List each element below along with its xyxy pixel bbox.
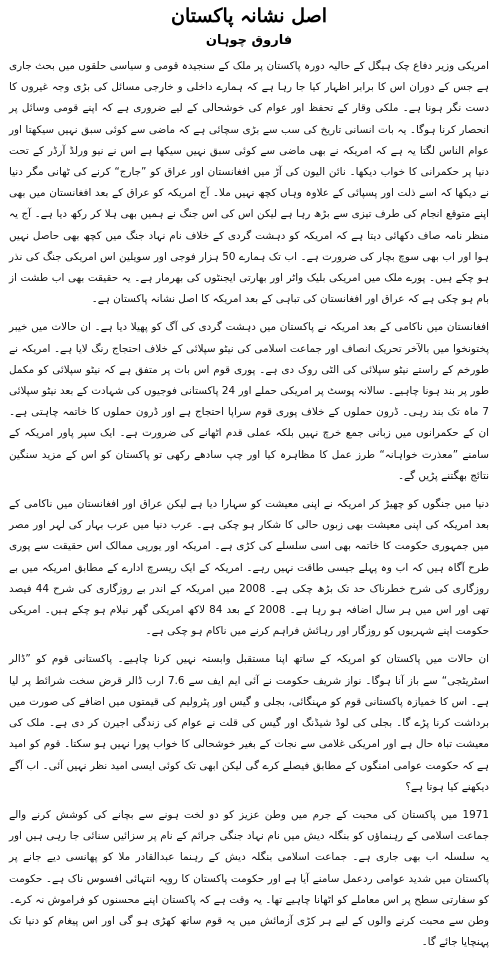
article-paragraph-5: 1971 میں پاکستان کی محبت کے جرم میں وطن عزیز کو دو لخت ہونے سے بچانے کی کوشش کرنے والے جماعت اسلامی کے رہنماؤں کو بنگلہ دیش میں نام نہاد جنگی جرائم کے نام پر سزائیں سنائی جا رہی ہیں اور یہ سلسلہ اب بھی جاری ہے۔ جماعت اسلامی بنگلہ دیش کے رہنما عبدالقادر ملا کو پھانسی دیے جانے پر پاکستان میں شدید عوامی ردعمل سامنے آیا ہے اور حکومت پاکستان کا رویہ انتہائی افسوس ناک ہے۔ حکومت کو سفارتی سطح پر اس معاملے کو اٹھانا چاہیے تھا۔ یہ وقت ہے کہ پاکستان اپنے محسنوں کو فراموش نہ کرے۔ وطن سے محبت کرنے والوں کے لیے ہر کڑی آزمائش میں یہ قوم ساتھ کھڑی ہو گی اور اس پیغام کو دنیا تک پہنچایا جائے گا۔ [9,808,489,949]
article-paragraph-4: ان حالات میں پاکستان کو امریکہ کے ساتھ اپنا مستقبل وابستہ نہیں کرنا چاہیے۔ پاکستانی قوم کو ”ڈالر اسٹریٹجی“ سے باز آنا ہوگا۔ نواز شریف حکومت نے آئی ایم ایف سے 7.6 ارب ڈالر قرض سخت شرائط پر لیا ہے۔ اس کا خمیازہ پاکستانی قوم کو مہنگائی، بجلی و گیس اور پٹرولیم کی قیمتوں میں اضافے کی صورت میں برداشت کرنا پڑے گا۔ بجلی کی لوڈ شیڈنگ اور گیس کی قلت نے عوام کی زندگی اجیرن کر دی ہے۔ ملک کی معیشت تباہ حال ہے اور امریکی غلامی سے نجات کے بغیر خوشحالی کا خواب پورا نہیں ہو سکتا۔ قوم کو امید ہے کہ حکومت عوامی امنگوں کے مطابق فیصلے کرے گی لیکن ابھی تک کوئی ایسی امید نظر نہیں آئی۔ اب آگے دیکھنے کیا ہوتا ہے؟ [9,653,489,793]
article-title: اصل نشانہ پاکستان [170,5,328,27]
article-author: فاروق چوہان [205,33,293,48]
article-paragraph-2: افغانستان میں ناکامی کے بعد امریکہ نے پاکستان میں دہشت گردی کی آگ کو پھیلا دیا ہے۔ ان حالات میں خیبر پختونخوا میں بالآخر تحریک انصاف اور جماعت اسلامی کی نیٹو سپلائی کے خلاف احتجاج رنگ لایا ہے۔ امریکہ نے طورخم کے راستے نیٹو سپلائی کی الٹی روک دی ہے۔ پوری قوم اس بات پر متفق ہے کہ نیٹو سپلائی کو مکمل طور پر بند ہونا چاہیے۔ سالانہ پوسٹ پر امریکی حملے اور 24 پاکستانی فوجیوں کی شہادت کے بعد نیٹو سپلائی 7 ماہ تک بند رہی۔ ڈرون حملوں کے خلاف پوری قوم سراپا احتجاج ہے اور ڈرون حملوں کا خاتمہ چاہتی ہے۔ ان کے حکمرانوں میں زبانی جمع خرچ نہیں بلکہ عملی قدم اٹھانے کی ضرورت ہے۔ ایک سپر پاور امریکہ کے سامنے ”معذرت خواہانہ“ طرز عمل کا مظاہرہ کیا اور چپ سادھے رکھی تو پاکستان کو اس کے مزید سنگین نتائج بھگتنے پڑیں گے۔ [9,321,489,482]
article-paragraph-1: امریکی وزیر دفاع چک ہیگل کے حالیہ دورہ پاکستان پر ملک کے سنجیدہ قومی و سیاسی حلقوں میں بحث جاری ہے جس کے دوران اس کا برابر اظہار کیا جا رہا ہے کہ ہمارے داخلی و خارجی مسائل کی بڑی وجہ غیروں کا دست نگر ہونا ہے۔ ملکی وقار کے تحفظ اور عوام کی خوشحالی کے لیے ضروری ہے کہ اپنے قومی وسائل پر انحصار کرنا ہوگا۔ یہ بات انسانی تاریخ کی سب سے بڑی سچائی ہے کہ ماضی سے کوئی سبق نہیں سیکھتا اور عوام الناس لگتا یہ ہے کہ امریکہ نے بھی ماضی سے کوئی سبق نہیں سیکھا ہے اس نے نیو ورلڈ آرڈر کے تحت دنیا پر حکمرانی کا خواب دیکھا۔ نائن الیون کی آڑ میں افغانستان اور عراق کو ”جارج“ کرنے کی ٹھانی مگر دنیا نے دیکھا کہ اسے ذلت اور پسپائی کے علاوہ وہاں کچھ نہیں ملا۔ آج امریکہ کو عراق کے بعد افغانستان میں بھی اپنے متوقع انجام کی طرف تیزی سے بڑھ رہا ہے لیکن اس کی اس جنگ نے ہمیں بھی ہلا کر رکھ دیا ہے۔ آج یہ منظر نامہ صاف دکھائی دیتا ہے کہ امریکہ کو دہشت گردی کے خلاف نام نہاد جنگ میں کچھ بھی حاصل نہیں ہوا اور اب بھی سوچ بچار کی ضرورت ہے۔ اب تک ہمارے 50 ہزار فوجی اور سویلین اس امریکی جنگ کی نذر ہو چکے ہیں۔ پورے ملک میں امریکی بلیک واٹر اور بھارتی ایجنٹوں کی بھرمار ہے۔ یہ حقیقت بھی اب طشت از بام ہو چکی ہے کہ عراق اور افغانستان کی تباہی کے بعد امریکہ کا اصل نشانہ پاکستان ہے۔ [9,60,489,306]
article-paragraph-3: دنیا میں جنگوں کو چھیڑ کر امریکہ نے اپنی معیشت کو سہارا دیا ہے لیکن عراق اور افغانستان میں ناکامی کے بعد امریکہ کی اپنی معیشت بھی زبوں حالی کا شکار ہو چکی ہے۔ عرب دنیا میں عرب بہار کی لہر اور مصر میں جمہوری حکومت کا خاتمہ بھی اسی سلسلے کی کڑی ہے۔ امریکہ اور یورپی ممالک اس حقیقت سے پوری طرح آگاہ ہیں کہ اب وہ پہلے جیسی طاقت نہیں رہے۔ امریکہ کے ایک ریسرچ ادارے کے مطابق امریکہ میں بے روزگاری کی شرح خطرناک حد تک بڑھ چکی ہے۔ 2008 میں امریکہ کے اندر بے روزگاری کی شرح 44 فیصد تھی اور اس میں ہر سال اضافہ ہو رہا ہے۔ 2008 کے بعد 84 لاکھ امریکی گھر نیلام ہو چکے ہیں۔ امریکی حکومت اپنے شہریوں کو روزگار اور رہائش فراہم کرنے میں ناکام ہو چکی ہے۔ [9,498,490,638]
